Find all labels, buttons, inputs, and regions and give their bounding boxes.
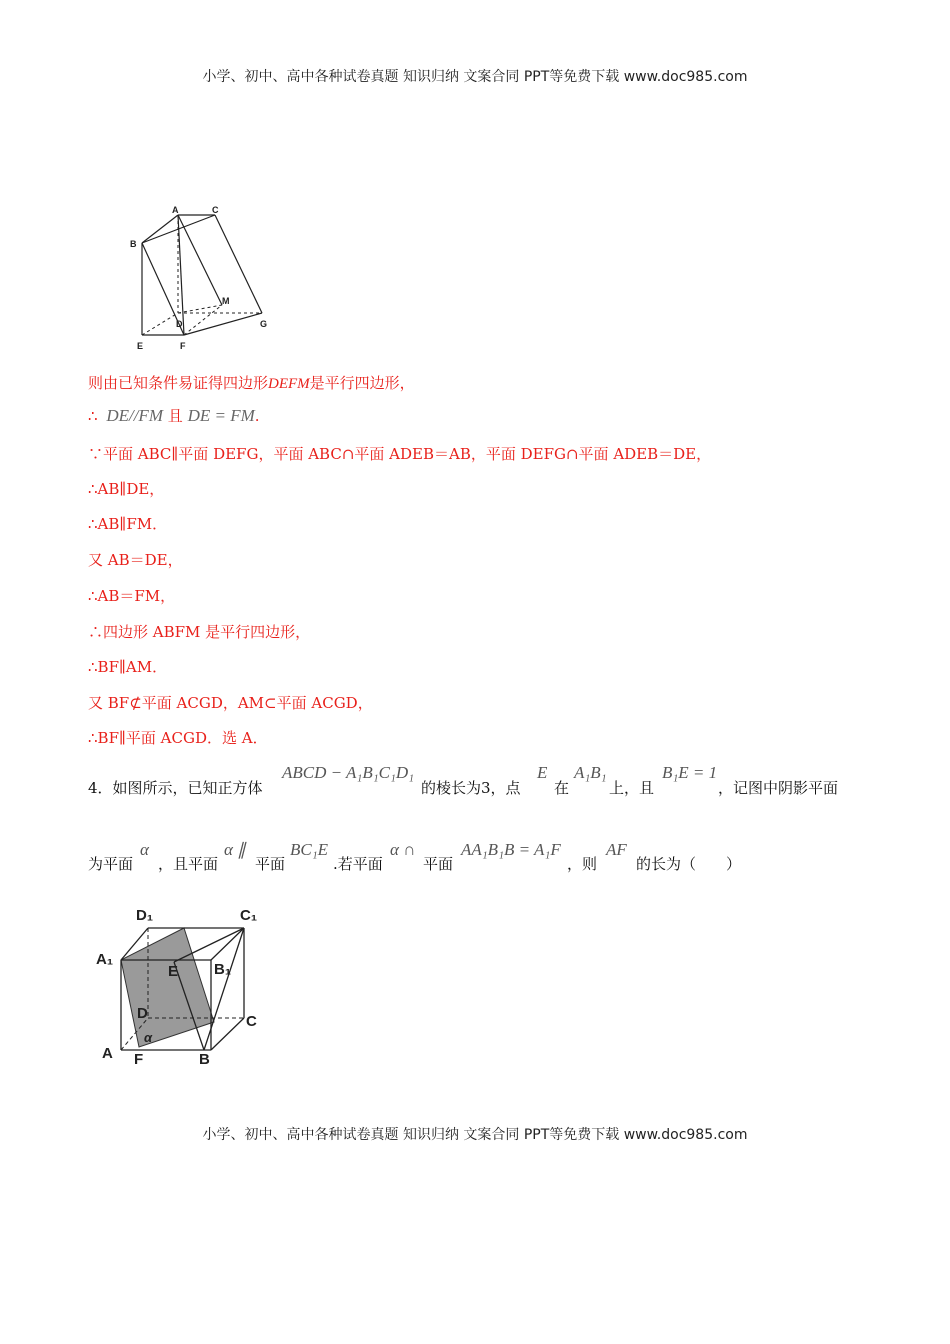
question-text-record: ，记图中阴影平面 [718, 779, 839, 797]
page-footer: 小学、初中、高中各种试卷真题 知识归纳 文案合同 PPT等免费下载 www.doc985.com [202, 1127, 748, 1143]
label-B: B [130, 239, 137, 249]
solution-line-10: 又 BF⊄平面 ACGD，AM⊂平面 ACGD， [88, 694, 373, 712]
question-text-plane: 平面 [255, 855, 286, 873]
question-text-and: 上，且 [609, 779, 655, 797]
solution-line-2: ∴ DE//FM 且 DE = FM. [88, 406, 260, 425]
label-E: E [137, 341, 144, 351]
question-text-if: .若平面 [333, 855, 383, 873]
math-AF: AF [606, 840, 627, 859]
page-header: 小学、初中、高中各种试卷真题 知识归纳 文案合同 PPT等免费下载 www.doc985.com [202, 69, 748, 85]
label-D: D [137, 1005, 148, 1022]
solution-line-1: 则由已知条件易证得四边形DEFM是平行四边形， [88, 374, 415, 392]
question-text-edge: 的棱长为3，点 [421, 779, 521, 797]
label-B: B [199, 1051, 210, 1068]
figure-1-prism [122, 205, 277, 355]
question-4-number: 4．如图所示，已知正方体 [88, 779, 263, 797]
label-F: F [180, 341, 186, 351]
math-B1E: B₁E = 1 [662, 763, 718, 782]
question-text-as: 为平面 [88, 855, 134, 873]
solution-line-3: ∵平面 ABC∥平面 DEFG，平面 ABC∩平面 ADEB＝AB，平面 DEFG∩平面 ADEB＝DE， [88, 445, 712, 463]
label-F: F [134, 1051, 144, 1068]
solution-line-5: ∴AB∥FM． [88, 515, 168, 533]
solution-line-8: ∴四边形 ABFM 是平行四边形， [88, 623, 311, 641]
solution-line-6: 又 AB＝DE， [88, 551, 183, 569]
label-C: C [246, 1013, 257, 1030]
math-BC1E: BC₁E [290, 840, 329, 859]
label-alpha: α [144, 1030, 153, 1045]
solution-line-7: ∴AB＝FM， [88, 587, 176, 605]
label-G: G [260, 319, 268, 329]
label-C: C [212, 205, 219, 215]
question-text-then: ，则 [567, 855, 598, 873]
label-D: D [176, 319, 183, 329]
math-cube: ABCD − A₁B₁C₁D₁ [282, 763, 415, 782]
question-text-plane2: 平面 [423, 855, 454, 873]
solution-line-9: ∴BF∥AM． [88, 658, 168, 676]
label-A1: A₁ [96, 951, 114, 968]
label-A: A [172, 205, 179, 215]
label-C1: C₁ [240, 907, 258, 924]
question-text-on: 在 [554, 779, 570, 797]
math-A1B1: A₁B₁ [574, 763, 607, 782]
math-alpha-parallel: α ∥ [224, 840, 246, 859]
label-B1: B₁ [214, 961, 232, 978]
label-A: A [102, 1045, 113, 1062]
math-AA1B1B: AA₁B₁B = A₁F [461, 840, 561, 859]
math-alpha: α [140, 840, 149, 859]
question-text-length: 的长为（ ） [636, 855, 742, 873]
label-M: M [222, 296, 230, 306]
solution-line-4: ∴AB∥DE， [88, 480, 165, 498]
math-E: E [537, 763, 548, 782]
solution-line-11: ∴BF∥平面 ACGD．选 A． [88, 729, 268, 747]
figure-2-cube [94, 900, 269, 1070]
question-text-and2: ，且平面 [158, 855, 219, 873]
label-E: E [168, 963, 179, 980]
label-D1: D₁ [136, 907, 154, 924]
math-alpha-cap: α ∩ [390, 840, 416, 859]
